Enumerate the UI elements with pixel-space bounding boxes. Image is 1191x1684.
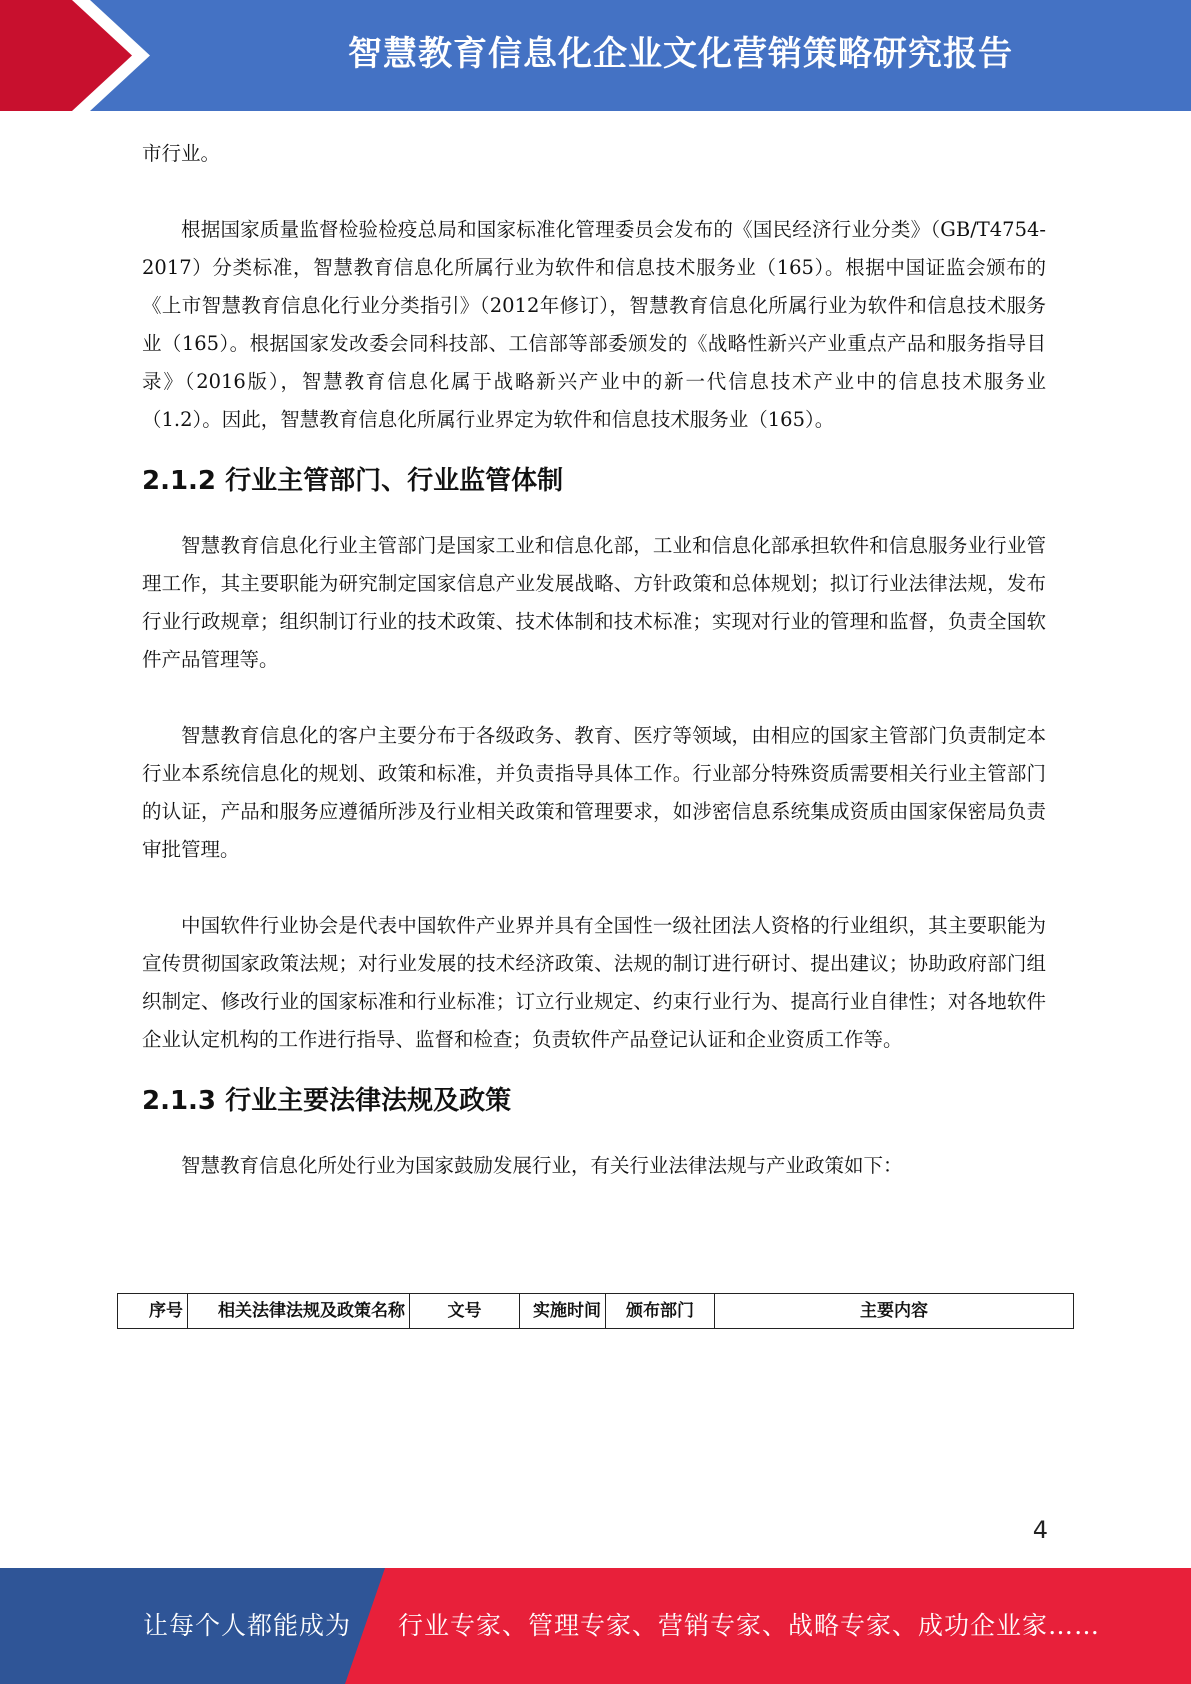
column-header-index: 序号 xyxy=(118,1294,188,1329)
column-header-issuing-dept: 颁布部门 xyxy=(606,1294,715,1329)
column-header-doc-number: 文号 xyxy=(410,1294,520,1329)
footer-banner xyxy=(0,1568,1191,1684)
paragraph-industry-classification: 根据国家质量监督检验检疫总局和国家标准化管理委员会发布的《国民经济行业分类》（GB/T4754-2017）分类标准，智慧教育信息化所属行业为软件和信息技术服务业（165）。根据中国证监会颁布的《上市智慧教育信息化行业分类指引》（2012年修订），智慧教育信息化所属行业为软件和信息技术服务业（165）。根据国家发改委会同科技部、工信部等部委颁发的《战略性新兴产业重点产品和服务指导目录》（2016版），智慧教育信息化属于战略新兴产业中的新一代信息技术产业中的信息技术服务业（1.2）。因此，智慧教育信息化所属行业界定为软件和信息技术服务业（165）。 xyxy=(142,218,1046,431)
document-body xyxy=(142,135,1046,1185)
policy-table-container xyxy=(117,1293,1074,1343)
paragraph-association: 中国软件行业协会是代表中国软件产业界并具有全国性一级社团法人资格的行业组织，其主要职能为宣传贯彻国家政策法规；对行业发展的技术经济政策、法规的制订进行研讨、提出建议；协助政府部门组织制定、修改行业的国家标准和行业标准；订立行业规定、约束行业行为、提高行业自律性；对各地软件企业认定机构的工作进行指导、监督和检查；负责软件产品登记认证和企业资质工作等。 xyxy=(142,914,1046,1051)
report-title: 智慧教育信息化企业文化营销策略研究报告 xyxy=(348,34,1013,74)
paragraph-customers: 智慧教育信息化的客户主要分布于各级政务、教育、医疗等领域，由相应的国家主管部门负责制定本行业本系统信息化的规划、政策和标准，并负责指导具体工作。行业部分特殊资质需要相关行业主管部门的认证，产品和服务应遵循所涉及行业相关政策和管理要求，如涉密信息系统集成资质由国家保密局负责审批管理。 xyxy=(142,724,1046,861)
column-header-policy-name: 相关法律法规及政策名称 xyxy=(188,1294,410,1329)
section-heading-2-1-2: 2.1.2 行业主管部门、行业监管体制 xyxy=(142,466,564,496)
header-chevron-decoration xyxy=(0,0,150,111)
page-number: 4 xyxy=(1032,1516,1048,1544)
paragraph-continuation: 市行业。 xyxy=(142,142,221,165)
column-header-effective-date: 实施时间 xyxy=(520,1294,606,1329)
section-heading-2-1-3: 2.1.3 行业主要法律法规及政策 xyxy=(142,1086,512,1116)
chevron-red xyxy=(0,0,132,111)
header-banner xyxy=(0,0,1191,111)
paragraph-regulator: 智慧教育信息化行业主管部门是国家工业和信息化部，工业和信息化部承担软件和信息服务业行业管理工作，其主要职能为研究制定国家信息产业发展战略、方针政策和总体规划；拟订行业法律法规，发布行业行政规章；组织制订行业的技术政策、技术体制和技术标准；实现对行业的管理和监督，负责全国软件产品管理等。 xyxy=(142,534,1046,671)
footer-slogan-right: 行业专家、管理专家、营销专家、战略专家、成功企业家…… xyxy=(398,1611,1101,1640)
footer-slogan-left: 让每个人都能成为 xyxy=(143,1611,352,1640)
table-header-row xyxy=(118,1294,1074,1329)
paragraph-policy-intro: 智慧教育信息化所处行业为国家鼓励发展行业，有关行业法律法规与产业政策如下： xyxy=(181,1154,903,1177)
column-header-main-content: 主要内容 xyxy=(715,1294,1074,1329)
policy-table xyxy=(117,1293,1074,1329)
